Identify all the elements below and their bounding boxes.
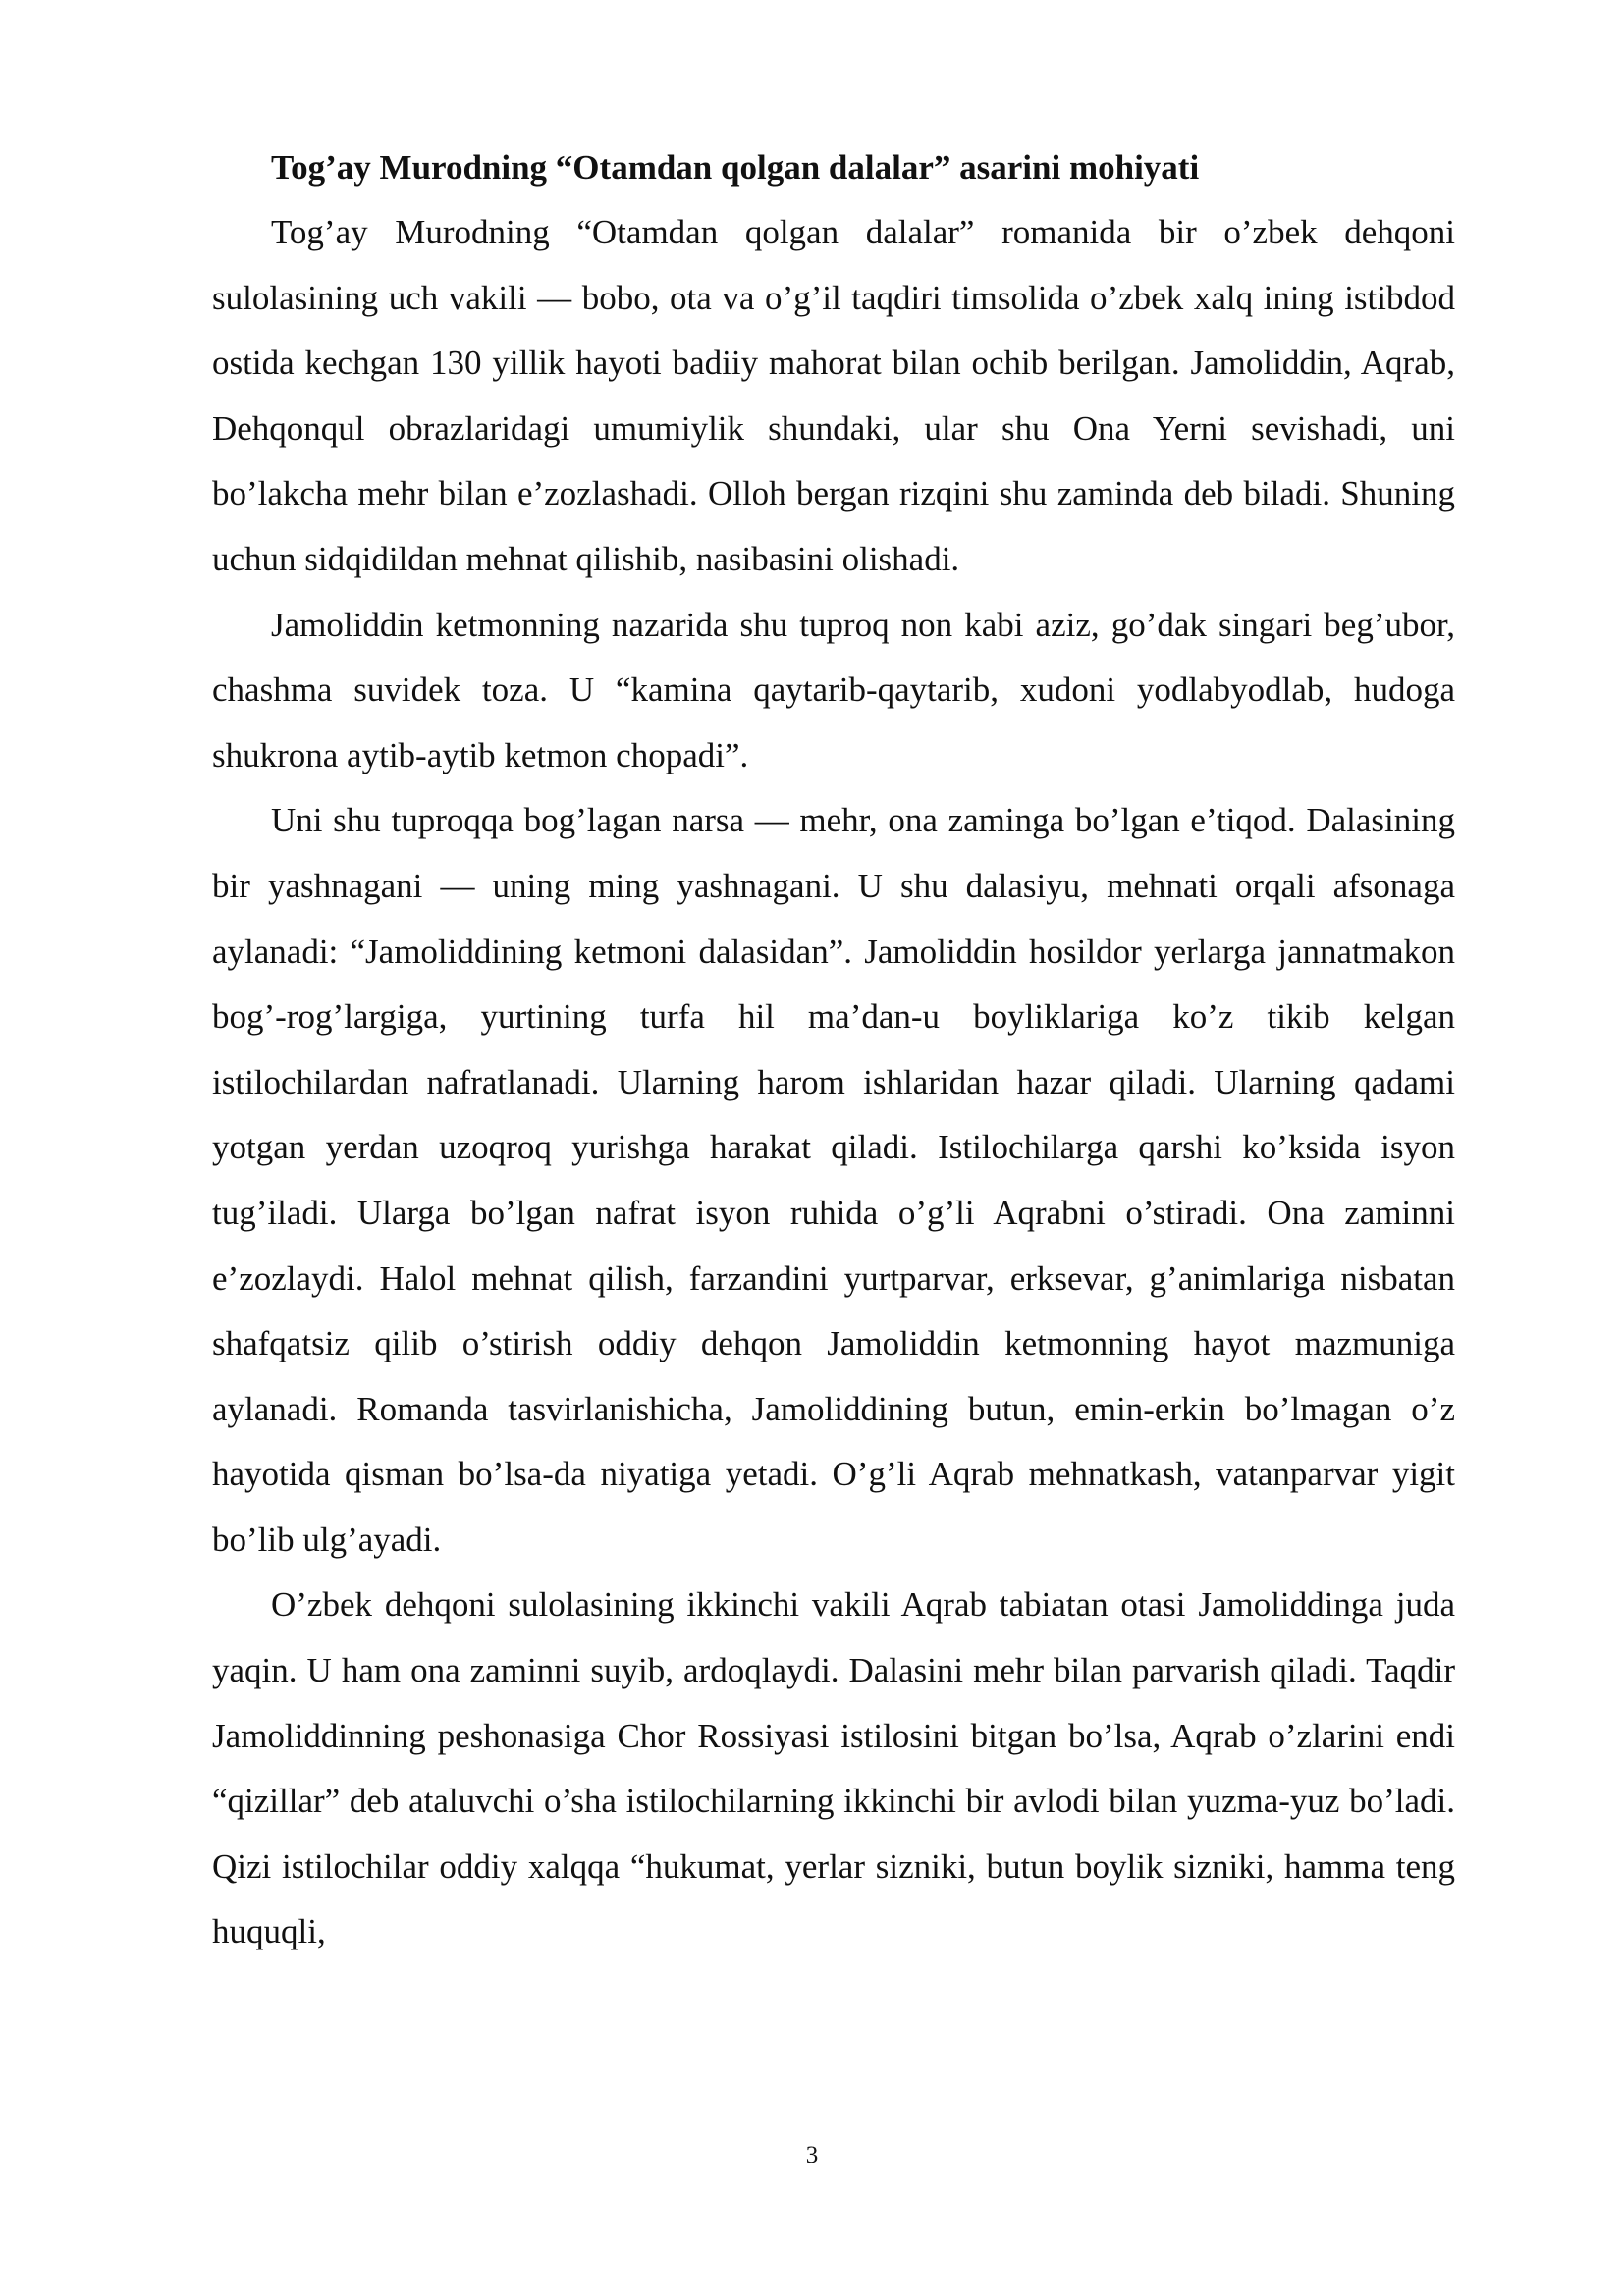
document-page <box>212 135 1455 1965</box>
page-number: 3 <box>805 2142 819 2168</box>
paragraph-4: O’zbek dehqoni sulolasining ikkinchi vakili Aqrab tabiatan otasi Jamoliddinga juda yaqin. U ham ona zaminni suyib, ardoqlaydi. Dalasini mehr bilan parvarish qiladi. Taqdir Jamoliddinning peshonasiga Chor Rossiyasi istilosini bitgan bo’lsa, Aqrab o’zlarini endi “qizillar” deb ataluvchi o’sha istilochilarning ikkinchi bir avlodi bilan yuzma-yuz bo’ladi. Qizi istilochilar oddiy xalqqa “hukumat, yerlar sizniki, butun boylik sizniki, hamma teng huquqli, <box>212 1585 1455 1951</box>
paragraph-1: Tog’ay Murodning “Otamdan qolgan dalalar” romanida bir o’zbek dehqoni sulolasining uch vakili — bobo, ota va o’g’il taqdiri timsolida o’zbek xalq ining istibdod ostida kechgan 130 yillik hayoti badiiy mahorat bilan ochib berilgan. Jamoliddin, Aqrab, Dehqonqul obrazlaridagi umumiylik shundaki, ular shu Ona Yerni sevishadi, uni bo’lakcha mehr bilan e’zozlashadi. Olloh bergan rizqini shu zaminda deb biladi. Shuning uchun sidqidildan mehnat qilishib, nasibasini olishadi. <box>212 213 1455 578</box>
document-title: Tog’ay Murodning “Otamdan qolgan dalalar” asarini mohiyati <box>271 148 1200 187</box>
paragraph-2: Jamoliddin ketmonning nazarida shu tuproq non kabi aziz, go’dak singari beg’ubor, chashma suvidek toza. U “kamina qaytarib-qaytarib, xudoni yodlabyodlab, hudoga shukrona aytib-aytib ketmon chopadi”. <box>212 605 1455 774</box>
paragraph-3: Uni shu tuproqqa bog’lagan narsa — mehr, ona zaminga bo’lgan e’tiqod. Dalasining bir yashnagani — uning ming yashnagani. U shu dalasiyu, mehnati orqali afsonaga aylanadi: “Jamoliddining ketmoni dalasidan”. Jamoliddin hosildor yerlarga jannatmakon bog’-rog’largiga, yurtining turfa hil ma’dan-u boyliklariga ko’z tikib kelgan istilochilardan nafratlanadi. Ularning harom ishlaridan hazar qiladi. Ularning qadami yotgan yerdan uzoqroq yurishga harakat qiladi. Istilochilarga qarshi ko’ksida isyon tug’iladi. Ularga bo’lgan nafrat isyon ruhida o’g’li Aqrabni o’stiradi. Ona zaminni e’zozlaydi. Halol mehnat qilish, farzandini yurtparvar, erksevar, g’animlariga nisbatan shafqatsiz qilib o’stirish oddiy dehqon Jamoliddin ketmonning hayot mazmuniga aylanadi. Romanda tasvirlanishicha, Jamoliddining butun, emin-erkin bo’lmagan o’z hayotida qisman bo’lsa-da niyatiga yetadi. O’g’li Aqrab mehnatkash, vatanparvar yigit bo’lib ulg’ayadi. <box>212 801 1455 1559</box>
